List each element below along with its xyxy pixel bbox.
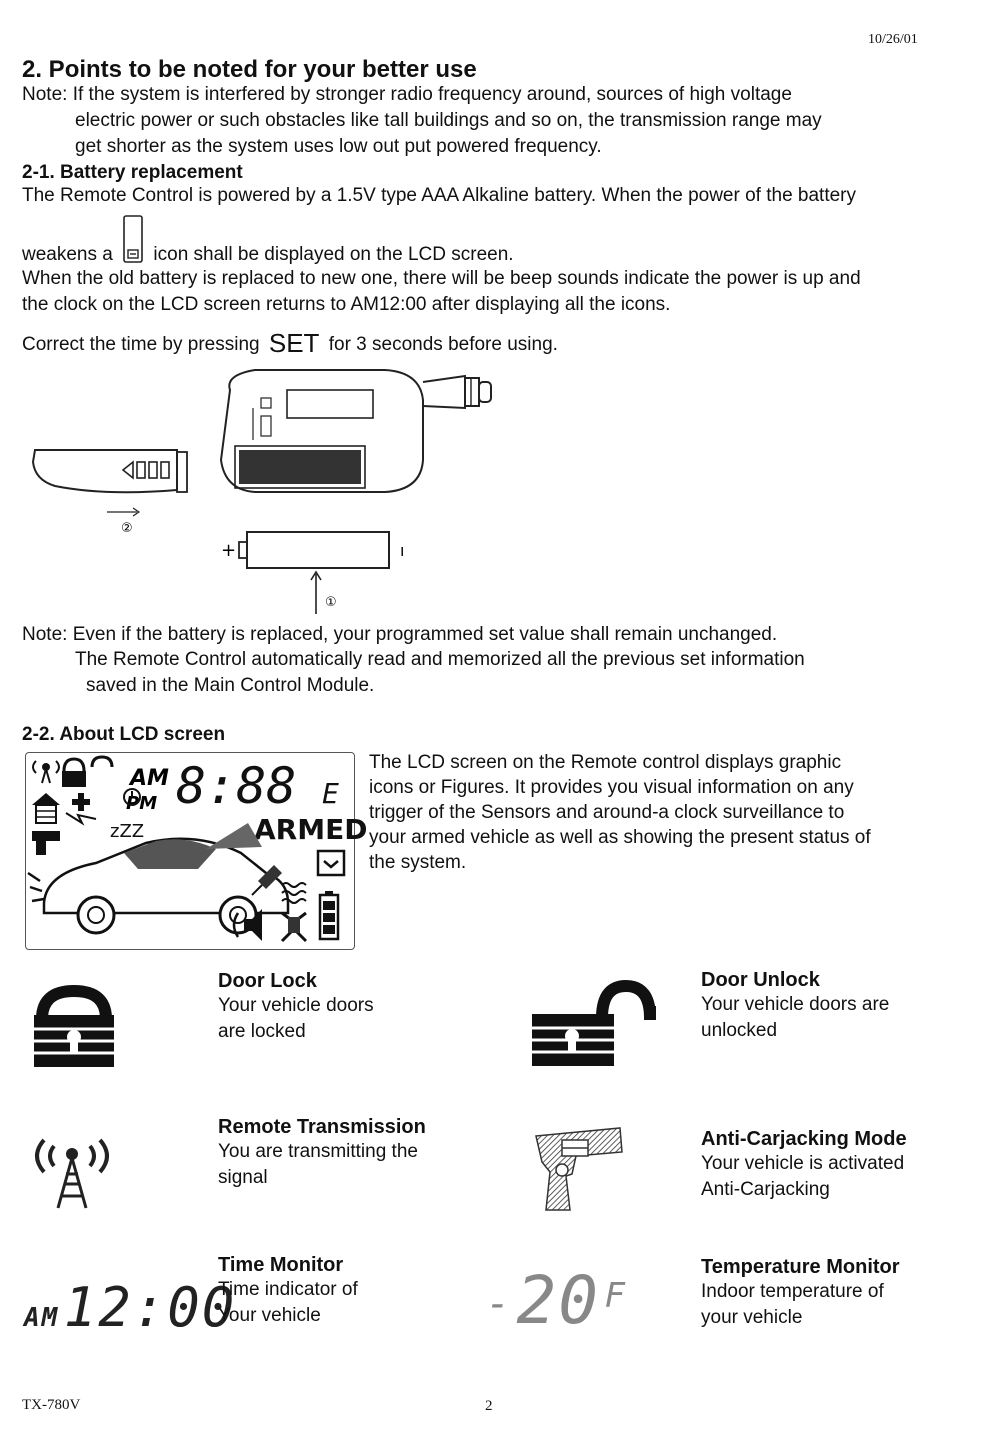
note1-line3: get shorter as the system uses low out put powered frequency. (75, 136, 602, 157)
set-button-label: SET (268, 328, 320, 358)
feature-desc-line1: Indoor temperature of (701, 1281, 884, 1302)
lcd-monitor-icon (318, 851, 344, 875)
lcd-pm-label: PM (126, 793, 158, 814)
time-monitor-display (24, 1276, 236, 1339)
document-date: 10/26/01 (868, 32, 918, 47)
feature-desc-line2: Anti-Carjacking (701, 1179, 830, 1200)
lcd-lock-icon (62, 759, 86, 787)
feature-time-monitor (218, 1254, 358, 1329)
feature-desc-line2: are locked (218, 1021, 306, 1042)
section-lcd-heading: 2-2. About LCD screen (22, 724, 226, 745)
feature-door-lock (218, 970, 374, 1045)
feature-remote-transmission (218, 1116, 426, 1191)
lcd-screen-illustration (25, 752, 368, 950)
lcd-desc-line1: The LCD screen on the Remote control displays graphic (369, 752, 842, 773)
feature-door-unlock (701, 969, 889, 1044)
remote-transmission-icon (22, 1128, 122, 1212)
feature-desc-line2: unlocked (701, 1020, 778, 1041)
lcd-vibrate-icon (282, 913, 306, 941)
lcd-desc-line5: the system. (369, 852, 467, 873)
lcd-sleep-label: zZZ (110, 821, 145, 842)
feature-desc-line1: Your vehicle doors are (701, 994, 890, 1015)
section-battery-heading: 2-1. Battery replacement (22, 162, 243, 183)
feature-desc-line1: Time indicator of (218, 1279, 358, 1300)
feature-desc-line2: Your vehicle (218, 1305, 321, 1326)
note2-line2: The Remote Control automatically read and memorized all the previous set information (75, 649, 805, 670)
feature-title: Temperature Monitor (701, 1256, 900, 1278)
lcd-icons-graphic (26, 753, 368, 949)
time-am-label: AM (24, 1303, 60, 1333)
temp-minus: - (486, 1281, 513, 1327)
feature-desc-line1: Your vehicle doors (218, 995, 374, 1016)
lcd-unit: E (322, 777, 339, 810)
note1-line2: electric power or such obstacles like tall buildings and so on, the transmission range may (75, 110, 822, 131)
feature-title: Anti-Carjacking Mode (701, 1128, 907, 1150)
note2-line3: saved in the Main Control Module. (86, 675, 375, 696)
lcd-battery-icon (320, 891, 338, 939)
aaa-battery-drawing (239, 532, 389, 614)
anti-carjacking-gun-icon (532, 1122, 628, 1214)
battery-plus-mark: + (221, 540, 237, 561)
lcd-desc-line3: trigger of the Sensors and around-a clock surveillance to (369, 802, 845, 823)
lcd-am-label: AM (130, 766, 169, 791)
lcd-desc-line4: your armed vehicle as well as showing the present status of (369, 827, 871, 848)
battery-line2 (22, 242, 514, 268)
feature-title: Remote Transmission (218, 1116, 426, 1138)
feature-title: Time Monitor (218, 1254, 344, 1276)
battery-minus-mark: ı (400, 541, 405, 560)
feature-desc-line2: your vehicle (701, 1307, 803, 1328)
battery-line2-b: icon shall be displayed on the LCD screen. (153, 244, 514, 265)
diagram-step1-mark: ① (325, 595, 337, 610)
lcd-transmission-icon (33, 761, 59, 783)
feature-desc-line1: Your vehicle is activated (701, 1153, 905, 1174)
note2-text1: Even if the battery is replaced, your programmed set value shall remain unchanged. (72, 624, 778, 645)
page-number: 2 (485, 1398, 493, 1414)
door-lock-icon (30, 985, 118, 1069)
note1-text1: If the system is interfered by stronger radio frequency around, sources of high voltage (72, 84, 792, 105)
low-battery-icon (122, 214, 144, 266)
feature-temperature-monitor (701, 1256, 900, 1331)
battery-line5-b: for 3 seconds before using. (328, 334, 558, 355)
lcd-armed-label: ARMED (254, 813, 368, 846)
note1-line1 (22, 82, 792, 108)
note2-line1 (22, 622, 777, 648)
feature-desc-line2: signal (218, 1167, 268, 1188)
note2-label: Note: (22, 624, 68, 645)
temperature-display (486, 1262, 627, 1339)
battery-line5-a: Correct the time by pressing (22, 334, 260, 355)
time-value: 12:00 (63, 1276, 237, 1339)
lcd-car-illustration (28, 823, 288, 933)
battery-replacement-diagram (25, 360, 505, 620)
lcd-unlock-icon (92, 757, 112, 767)
lcd-digits: 8:88 (176, 757, 297, 815)
page-title: 2. Points to be noted for your better use (22, 56, 477, 83)
feature-anti-carjacking (701, 1128, 907, 1203)
temp-unit: F (604, 1276, 627, 1316)
feature-desc-line1: You are transmitting the (218, 1141, 418, 1162)
battery-line4: the clock on the LCD screen returns to AM12:00 after displaying all the icons. (22, 294, 671, 315)
temp-value: 20 (516, 1262, 601, 1339)
lcd-shock-icon (66, 793, 96, 823)
feature-title: Door Lock (218, 970, 317, 992)
battery-line5 (22, 328, 558, 358)
feature-title: Door Unlock (701, 969, 820, 991)
battery-line1: The Remote Control is powered by a 1.5V type AAA Alkaline battery. When the power of the battery (22, 185, 856, 206)
footer-model: TX-780V (22, 1397, 81, 1413)
battery-line3: When the old battery is replaced to new one, there will be beep sounds indicate the power is up and (22, 268, 861, 289)
remote-body-drawing (221, 370, 491, 492)
battery-cover-drawing (33, 450, 187, 516)
diagram-step2-mark: ② (121, 521, 133, 536)
door-unlock-icon (528, 978, 658, 1068)
lcd-gun-icon (32, 831, 60, 855)
lcd-desc-line2: icons or Figures. It provides you visual information on any (369, 777, 854, 798)
lcd-home-icon (32, 793, 60, 823)
note1-label: Note: (22, 84, 68, 105)
battery-line2-a: weakens a (22, 244, 113, 265)
